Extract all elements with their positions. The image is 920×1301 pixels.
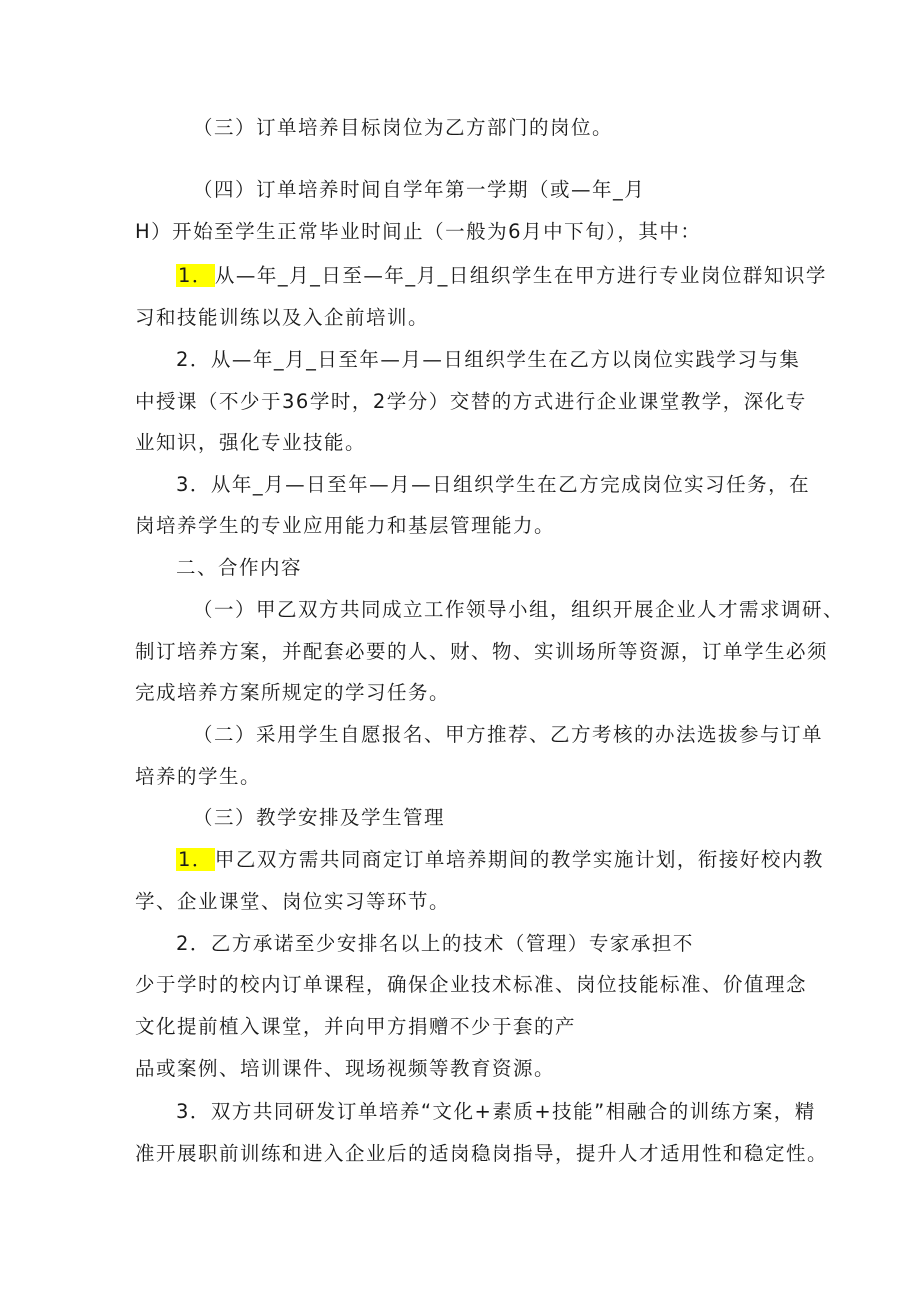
paragraph-line bbox=[176, 840, 824, 880]
paragraph-line: （一）甲乙双方共同成立工作领导小组，组织开展企业人才需求调研、 bbox=[193, 598, 845, 621]
paragraph-line: 2．从—年_月_日至年—月—日组织学生在乙方以岗位实践学习与集 bbox=[176, 348, 801, 371]
paragraph-line: 学、企业课堂、岗位实习等环节。 bbox=[135, 890, 451, 913]
line-text: 从—年_月_日至—年_月_日组织学生在甲方进行专业岗位群知识学 bbox=[214, 264, 827, 287]
paragraph-line: 品或案例、培训课件、现场视频等教育资源。 bbox=[135, 1057, 556, 1080]
paragraph-line: H）开始至学生正常毕业时间止（一般为6月中下旬），其中： bbox=[135, 220, 702, 243]
paragraph-line: 习和技能训练以及入企前培训。 bbox=[135, 306, 430, 329]
paragraph-line bbox=[176, 256, 827, 296]
section-heading: 二、合作内容 bbox=[176, 556, 303, 579]
paragraph-line: 2．乙方承诺至少安排名以上的技术（管理）专家承担不 bbox=[176, 932, 694, 955]
paragraph-line: 3．双方共同研发订单培养“文化+素质+技能”相融合的训练方案，精 bbox=[176, 1100, 816, 1123]
paragraph-line: 业知识，强化专业技能。 bbox=[135, 431, 367, 454]
paragraph-line: 制订培养方案，并配套必要的人、财、物、实训场所等资源，订单学生必须 bbox=[135, 640, 829, 663]
paragraph-line: 岗培养学生的专业应用能力和基层管理能力。 bbox=[135, 514, 556, 537]
subsection-heading: （三）教学安排及学生管理 bbox=[193, 806, 446, 829]
paragraph-line: （二）采用学生自愿报名、甲方推荐、乙方考核的办法选拔参与订单 bbox=[193, 723, 824, 746]
line-text: 甲乙双方需共同商定订单培养期间的教学实施计划，衔接好校内教 bbox=[214, 848, 824, 871]
paragraph-line: 少于学时的校内订单课程，确保企业技术标准、岗位技能标准、价值理念 bbox=[135, 973, 808, 996]
paragraph-line: 完成培养方案所规定的学习任务。 bbox=[135, 681, 451, 704]
paragraph-line: 文化提前植入课堂，并向甲方捐赠不少于套的产 bbox=[135, 1015, 577, 1038]
paragraph-line: 3．从年_月—日至年—月—日组织学生在乙方完成岗位实习任务，在 bbox=[176, 473, 811, 496]
paragraph-line: 培养的学生。 bbox=[135, 765, 262, 788]
highlighted-marker: 1． bbox=[178, 264, 213, 287]
paragraph-line: 中授课（不少于36学时，2学分）交替的方式进行企业课堂教学，深化专 bbox=[135, 390, 807, 413]
paragraph-line: （三）订单培养目标岗位为乙方部门的岗位。 bbox=[193, 116, 614, 139]
paragraph-line: 准开展职前训练和进入企业后的适岗稳岗指导，提升人才适用性和稳定性。 bbox=[135, 1142, 829, 1165]
highlighted-marker: 1． bbox=[178, 848, 213, 871]
paragraph-line: （四）订单培养时间自学年第一学期（或—年_月 bbox=[193, 178, 646, 201]
